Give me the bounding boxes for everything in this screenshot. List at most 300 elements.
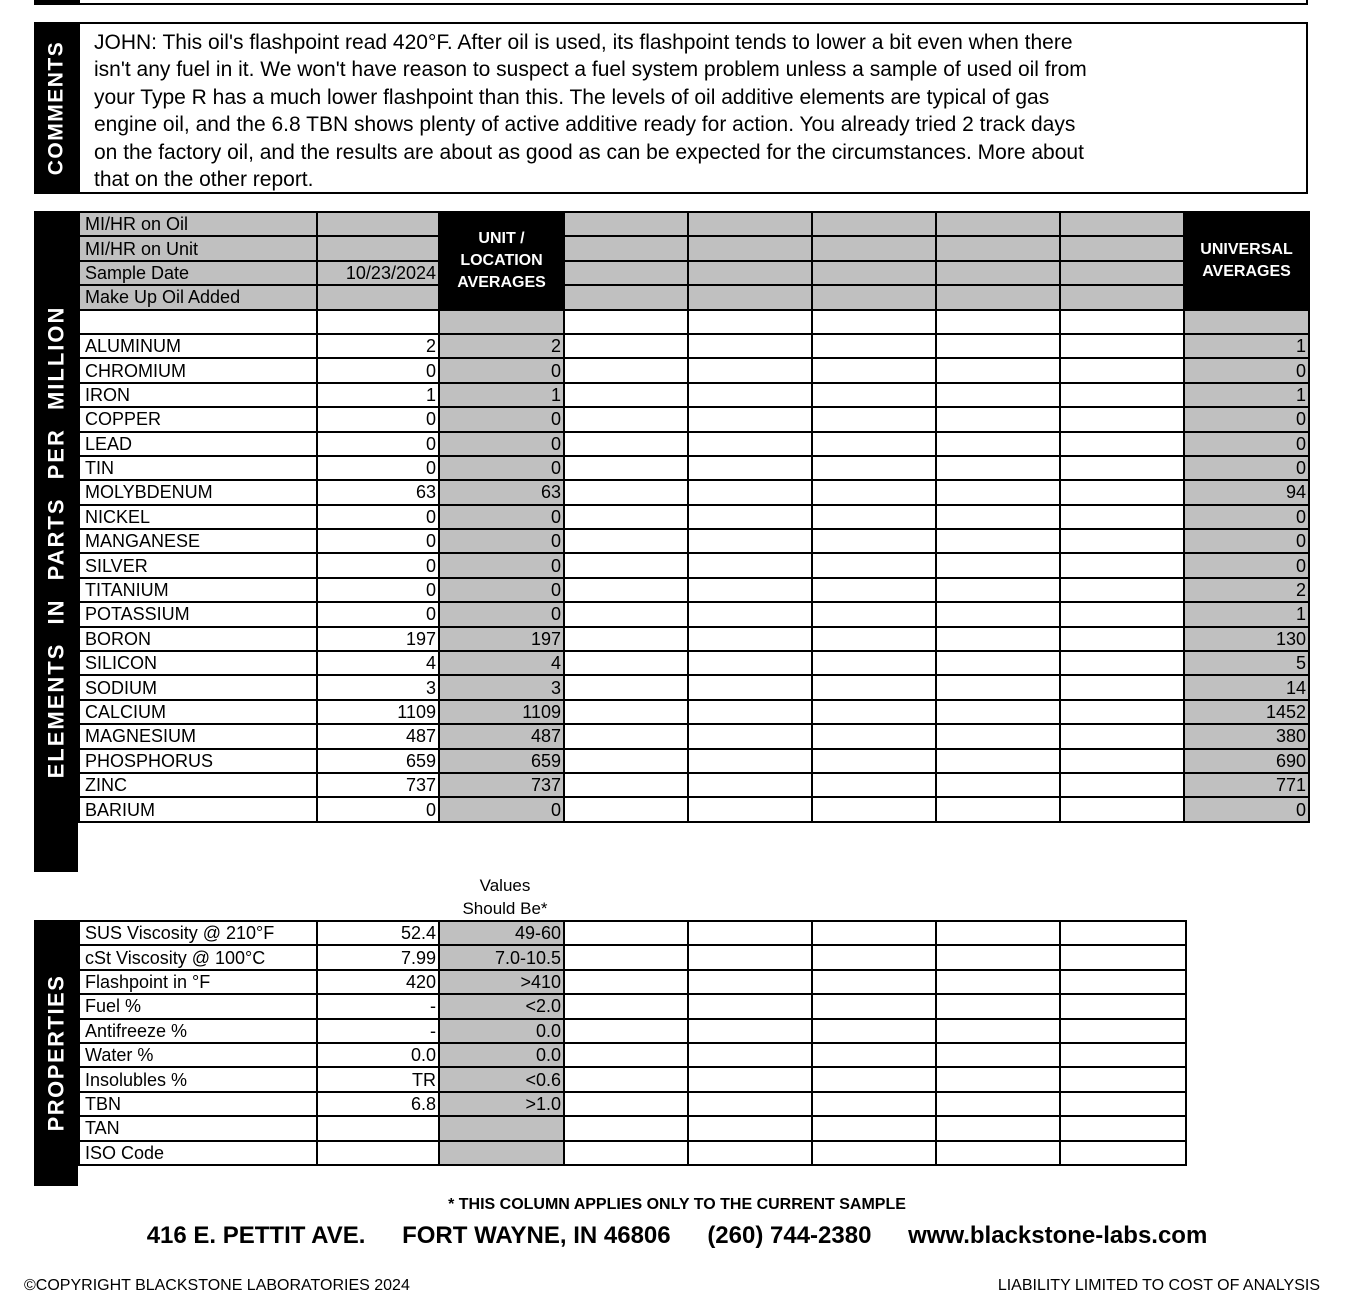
spacer-cell — [439, 310, 564, 334]
element-name: BARIUM — [79, 797, 317, 821]
history-cell — [564, 602, 688, 626]
property-should-be: <2.0 — [439, 994, 564, 1018]
property-row — [79, 1019, 1186, 1043]
property-should-be: >410 — [439, 970, 564, 994]
history-cell — [688, 970, 812, 994]
history-cell — [1060, 383, 1184, 407]
history-cell — [1060, 529, 1184, 553]
element-unit-average: 0 — [439, 578, 564, 602]
element-row — [79, 480, 1309, 504]
history-cell — [688, 480, 812, 504]
property-row — [79, 921, 1186, 945]
element-name: PHOSPHORUS — [79, 749, 317, 773]
element-name: CHROMIUM — [79, 358, 317, 382]
property-name: cSt Viscosity @ 100°C — [79, 945, 317, 969]
header-row — [79, 285, 1309, 309]
history-cell — [688, 1043, 812, 1067]
history-cell — [688, 1116, 812, 1140]
universal-averages-header — [1184, 212, 1309, 310]
values-note-line: Values — [479, 876, 531, 895]
history-cell — [564, 261, 688, 285]
history-cell — [564, 700, 688, 724]
history-cell — [564, 675, 688, 699]
history-cell — [688, 921, 812, 945]
history-cell — [688, 456, 812, 480]
property-name: TBN — [79, 1092, 317, 1116]
element-name: MAGNESIUM — [79, 724, 317, 748]
history-cell — [564, 1019, 688, 1043]
element-universal-average: 0 — [1184, 432, 1309, 456]
spacer-cell — [564, 310, 688, 334]
element-universal-average: 0 — [1184, 407, 1309, 431]
history-cell — [564, 651, 688, 675]
history-cell — [688, 773, 812, 797]
history-cell — [1060, 797, 1184, 821]
element-name: MANGANESE — [79, 529, 317, 553]
history-cell — [564, 1141, 688, 1165]
history-cell — [688, 553, 812, 577]
history-cell — [564, 921, 688, 945]
history-cell — [688, 578, 812, 602]
properties-label-text: PROPERTIES — [43, 974, 68, 1132]
element-row — [79, 529, 1309, 553]
history-cell — [812, 432, 936, 456]
history-cell — [688, 651, 812, 675]
header-value: 10/23/2024 — [317, 261, 439, 285]
history-cell — [688, 700, 812, 724]
history-cell — [936, 1019, 1060, 1043]
history-cell — [936, 358, 1060, 382]
spacer-cell — [79, 310, 317, 334]
history-cell — [1060, 945, 1186, 969]
history-cell — [936, 749, 1060, 773]
history-cell — [812, 749, 936, 773]
property-name: Insolubles % — [79, 1067, 317, 1091]
history-cell — [688, 261, 812, 285]
history-cell — [1060, 724, 1184, 748]
history-cell — [1060, 285, 1184, 309]
top-bar-box — [78, 0, 1308, 5]
history-cell — [1060, 480, 1184, 504]
element-row — [79, 700, 1309, 724]
history-cell — [1060, 1067, 1186, 1091]
comment-line: JOHN: This oil's flashpoint read 420°F. After oil is used, its flashpoint tends to lower a bit even when there — [94, 31, 1073, 54]
element-row — [79, 334, 1309, 358]
property-sample-value: 0.0 — [317, 1043, 439, 1067]
element-unit-average: 3 — [439, 675, 564, 699]
element-sample-value: 63 — [317, 480, 439, 504]
element-name: CALCIUM — [79, 700, 317, 724]
spacer-cell — [317, 310, 439, 334]
property-name: Fuel % — [79, 994, 317, 1018]
element-unit-average: 0 — [439, 456, 564, 480]
element-unit-average: 0 — [439, 432, 564, 456]
header-row — [79, 236, 1309, 260]
spacer-cell — [688, 310, 812, 334]
address-web[interactable]: www.blackstone-labs.com — [908, 1222, 1208, 1249]
history-cell — [1060, 1116, 1186, 1140]
element-unit-average: 1109 — [439, 700, 564, 724]
universal-header-line: AVERAGES — [1202, 262, 1291, 280]
element-row — [79, 456, 1309, 480]
property-sample-value — [317, 1116, 439, 1140]
history-cell — [564, 797, 688, 821]
element-sample-value: 0 — [317, 456, 439, 480]
history-cell — [936, 970, 1060, 994]
element-universal-average: 1452 — [1184, 700, 1309, 724]
history-cell — [564, 945, 688, 969]
history-cell — [1060, 236, 1184, 260]
history-cell — [936, 1092, 1060, 1116]
comment-line: on the factory oil, and the results are about as good as can be expected for the circumstances. More about — [94, 140, 1084, 164]
comments-box — [78, 22, 1308, 194]
element-sample-value: 0 — [317, 432, 439, 456]
comment-line: engine oil, and the 6.8 TBN shows plenty of active additive ready for action. You already tried 2 track days — [94, 113, 1076, 137]
element-row — [79, 675, 1309, 699]
element-name: TIN — [79, 456, 317, 480]
history-cell — [1060, 407, 1184, 431]
history-cell — [1060, 700, 1184, 724]
history-cell — [1060, 432, 1184, 456]
property-should-be: >1.0 — [439, 1092, 564, 1116]
history-cell — [688, 529, 812, 553]
history-cell — [812, 456, 936, 480]
element-name: ZINC — [79, 773, 317, 797]
element-universal-average: 0 — [1184, 505, 1309, 529]
history-cell — [1060, 1141, 1186, 1165]
history-cell — [1060, 921, 1186, 945]
element-unit-average: 0 — [439, 529, 564, 553]
history-cell — [812, 212, 936, 236]
history-cell — [1060, 1019, 1186, 1043]
history-cell — [812, 285, 936, 309]
history-cell — [936, 724, 1060, 748]
history-cell — [812, 970, 936, 994]
history-cell — [1060, 994, 1186, 1018]
history-cell — [936, 797, 1060, 821]
element-sample-value: 1 — [317, 383, 439, 407]
history-cell — [936, 432, 1060, 456]
header-row — [79, 212, 1309, 236]
history-cell — [1060, 1043, 1186, 1067]
element-sample-value: 0 — [317, 797, 439, 821]
history-cell — [564, 1092, 688, 1116]
element-unit-average: 737 — [439, 773, 564, 797]
history-cell — [688, 945, 812, 969]
history-cell — [564, 358, 688, 382]
history-cell — [1060, 456, 1184, 480]
element-sample-value: 0 — [317, 602, 439, 626]
history-cell — [812, 724, 936, 748]
property-row — [79, 1116, 1186, 1140]
element-row — [79, 432, 1309, 456]
element-name: ALUMINUM — [79, 334, 317, 358]
history-cell — [936, 700, 1060, 724]
element-unit-average: 63 — [439, 480, 564, 504]
property-sample-value — [317, 1141, 439, 1165]
element-sample-value: 0 — [317, 505, 439, 529]
universal-header-line: UNIVERSAL — [1200, 240, 1293, 258]
history-cell — [936, 578, 1060, 602]
history-cell — [688, 505, 812, 529]
history-cell — [936, 1043, 1060, 1067]
property-should-be — [439, 1141, 564, 1165]
element-sample-value: 0 — [317, 553, 439, 577]
history-cell — [812, 553, 936, 577]
element-name: IRON — [79, 383, 317, 407]
history-cell — [688, 602, 812, 626]
properties-table — [78, 920, 1187, 1166]
history-cell — [564, 1067, 688, 1091]
history-cell — [564, 578, 688, 602]
element-row — [79, 724, 1309, 748]
history-cell — [1060, 1092, 1186, 1116]
element-unit-average: 0 — [439, 797, 564, 821]
element-unit-average: 1 — [439, 383, 564, 407]
history-cell — [1060, 358, 1184, 382]
element-name: SODIUM — [79, 675, 317, 699]
element-universal-average: 94 — [1184, 480, 1309, 504]
property-sample-value: TR — [317, 1067, 439, 1091]
history-cell — [564, 994, 688, 1018]
element-row — [79, 358, 1309, 382]
history-cell — [564, 773, 688, 797]
history-cell — [812, 334, 936, 358]
history-cell — [812, 261, 936, 285]
history-cell — [1060, 212, 1184, 236]
history-cell — [688, 432, 812, 456]
history-cell — [564, 749, 688, 773]
history-cell — [688, 358, 812, 382]
properties-side-label — [34, 920, 78, 1186]
history-cell — [936, 529, 1060, 553]
property-should-be: 49-60 — [439, 921, 564, 945]
history-cell — [812, 700, 936, 724]
history-cell — [688, 407, 812, 431]
property-should-be: 0.0 — [439, 1043, 564, 1067]
top-bar-black — [34, 0, 78, 5]
history-cell — [688, 749, 812, 773]
spacer-cell — [812, 310, 936, 334]
history-cell — [812, 675, 936, 699]
element-universal-average: 1 — [1184, 602, 1309, 626]
unit-avg-header-line: LOCATION — [460, 251, 543, 269]
comment-line: that on the other report. — [94, 168, 314, 192]
element-sample-value: 0 — [317, 358, 439, 382]
history-cell — [936, 627, 1060, 651]
history-cell — [564, 212, 688, 236]
history-cell — [812, 1043, 936, 1067]
history-cell — [812, 1067, 936, 1091]
comments-side-label — [34, 22, 78, 194]
history-cell — [1060, 334, 1184, 358]
history-cell — [1060, 578, 1184, 602]
element-name: SILICON — [79, 651, 317, 675]
property-name: TAN — [79, 1116, 317, 1140]
element-name: POTASSIUM — [79, 602, 317, 626]
property-name: Flashpoint in °F — [79, 970, 317, 994]
element-unit-average: 197 — [439, 627, 564, 651]
history-cell — [1060, 505, 1184, 529]
property-should-be: <0.6 — [439, 1067, 564, 1091]
property-sample-value: 52.4 — [317, 921, 439, 945]
element-row — [79, 407, 1309, 431]
property-should-be: 7.0-10.5 — [439, 945, 564, 969]
property-should-be — [439, 1116, 564, 1140]
history-cell — [936, 456, 1060, 480]
history-cell — [936, 602, 1060, 626]
element-universal-average: 0 — [1184, 358, 1309, 382]
history-cell — [1060, 773, 1184, 797]
history-cell — [688, 627, 812, 651]
element-universal-average: 130 — [1184, 627, 1309, 651]
history-cell — [564, 480, 688, 504]
element-universal-average: 0 — [1184, 553, 1309, 577]
history-cell — [688, 724, 812, 748]
values-note-line: Should Be* — [462, 899, 548, 918]
element-universal-average: 5 — [1184, 651, 1309, 675]
spacer-cell — [936, 310, 1060, 334]
property-row — [79, 994, 1186, 1018]
element-sample-value: 1109 — [317, 700, 439, 724]
element-universal-average: 0 — [1184, 529, 1309, 553]
history-cell — [1060, 553, 1184, 577]
history-cell — [1060, 749, 1184, 773]
element-universal-average: 1 — [1184, 334, 1309, 358]
history-cell — [812, 797, 936, 821]
header-value — [317, 236, 439, 260]
element-universal-average: 1 — [1184, 383, 1309, 407]
address-line — [0, 1222, 1354, 1250]
history-cell — [812, 480, 936, 504]
element-unit-average: 0 — [439, 553, 564, 577]
history-cell — [688, 1092, 812, 1116]
history-cell — [936, 480, 1060, 504]
element-row — [79, 383, 1309, 407]
history-cell — [936, 945, 1060, 969]
history-cell — [936, 994, 1060, 1018]
history-cell — [812, 1141, 936, 1165]
spacer-cell — [1060, 310, 1184, 334]
element-row — [79, 773, 1309, 797]
footnote: * THIS COLUMN APPLIES ONLY TO THE CURRENT SAMPLE — [448, 1196, 906, 1213]
elements-side-label — [34, 211, 78, 872]
history-cell — [688, 797, 812, 821]
element-sample-value: 737 — [317, 773, 439, 797]
element-unit-average: 487 — [439, 724, 564, 748]
property-name: ISO Code — [79, 1141, 317, 1165]
header-label: MI/HR on Oil — [79, 212, 317, 236]
history-cell — [564, 627, 688, 651]
element-row — [79, 651, 1309, 675]
history-cell — [812, 383, 936, 407]
element-sample-value: 487 — [317, 724, 439, 748]
element-name: TITANIUM — [79, 578, 317, 602]
history-cell — [688, 1067, 812, 1091]
copyright: ©COPYRIGHT BLACKSTONE LABORATORIES 2024 — [24, 1277, 410, 1294]
history-cell — [1060, 675, 1184, 699]
element-universal-average: 380 — [1184, 724, 1309, 748]
address-city: FORT WAYNE, IN 46806 — [402, 1222, 671, 1249]
history-cell — [1060, 970, 1186, 994]
header-value — [317, 212, 439, 236]
history-cell — [812, 407, 936, 431]
history-cell — [564, 334, 688, 358]
history-cell — [812, 236, 936, 260]
history-cell — [936, 212, 1060, 236]
property-name: Water % — [79, 1043, 317, 1067]
history-cell — [936, 773, 1060, 797]
elements-table — [78, 211, 1310, 823]
property-row — [79, 1043, 1186, 1067]
property-sample-value: 7.99 — [317, 945, 439, 969]
elements-label-text: ELEMENTS IN PARTS PER MILLION — [43, 305, 69, 778]
history-cell — [688, 675, 812, 699]
comments-label-text: COMMENTS — [44, 40, 67, 176]
history-cell — [812, 1092, 936, 1116]
element-sample-value: 659 — [317, 749, 439, 773]
history-cell — [812, 773, 936, 797]
element-name: NICKEL — [79, 505, 317, 529]
history-cell — [564, 432, 688, 456]
unit-location-averages-header — [439, 212, 564, 310]
history-cell — [564, 724, 688, 748]
history-cell — [936, 1067, 1060, 1091]
property-name: SUS Viscosity @ 210°F — [79, 921, 317, 945]
history-cell — [564, 456, 688, 480]
history-cell — [812, 578, 936, 602]
history-cell — [812, 994, 936, 1018]
history-cell — [1060, 651, 1184, 675]
history-cell — [688, 383, 812, 407]
unit-avg-header-line: UNIT / — [478, 229, 525, 247]
element-universal-average: 690 — [1184, 749, 1309, 773]
property-row — [79, 945, 1186, 969]
element-row — [79, 553, 1309, 577]
element-unit-average: 4 — [439, 651, 564, 675]
element-sample-value: 4 — [317, 651, 439, 675]
history-cell — [936, 505, 1060, 529]
element-unit-average: 0 — [439, 407, 564, 431]
history-cell — [564, 1116, 688, 1140]
element-unit-average: 0 — [439, 505, 564, 529]
history-cell — [812, 945, 936, 969]
property-sample-value: - — [317, 994, 439, 1018]
header-label: MI/HR on Unit — [79, 236, 317, 260]
element-row — [79, 578, 1309, 602]
history-cell — [936, 261, 1060, 285]
comment-line: your Type R has a much lower flashpoint than this. The levels of oil additive elements are typical of gas — [94, 85, 1050, 109]
history-cell — [936, 651, 1060, 675]
element-name: SILVER — [79, 553, 317, 577]
history-cell — [688, 285, 812, 309]
history-cell — [1060, 261, 1184, 285]
history-cell — [564, 407, 688, 431]
element-sample-value: 0 — [317, 407, 439, 431]
property-row — [79, 970, 1186, 994]
history-cell — [688, 236, 812, 260]
history-cell — [688, 1141, 812, 1165]
comment-line: isn't any fuel in it. We won't have reason to suspect a fuel system problem unless a sample of used oil from — [94, 58, 1087, 82]
header-label: Sample Date — [79, 261, 317, 285]
element-sample-value: 3 — [317, 675, 439, 699]
history-cell — [564, 285, 688, 309]
property-row — [79, 1141, 1186, 1165]
element-unit-average: 659 — [439, 749, 564, 773]
history-cell — [812, 358, 936, 382]
element-universal-average: 0 — [1184, 797, 1309, 821]
property-row — [79, 1067, 1186, 1091]
